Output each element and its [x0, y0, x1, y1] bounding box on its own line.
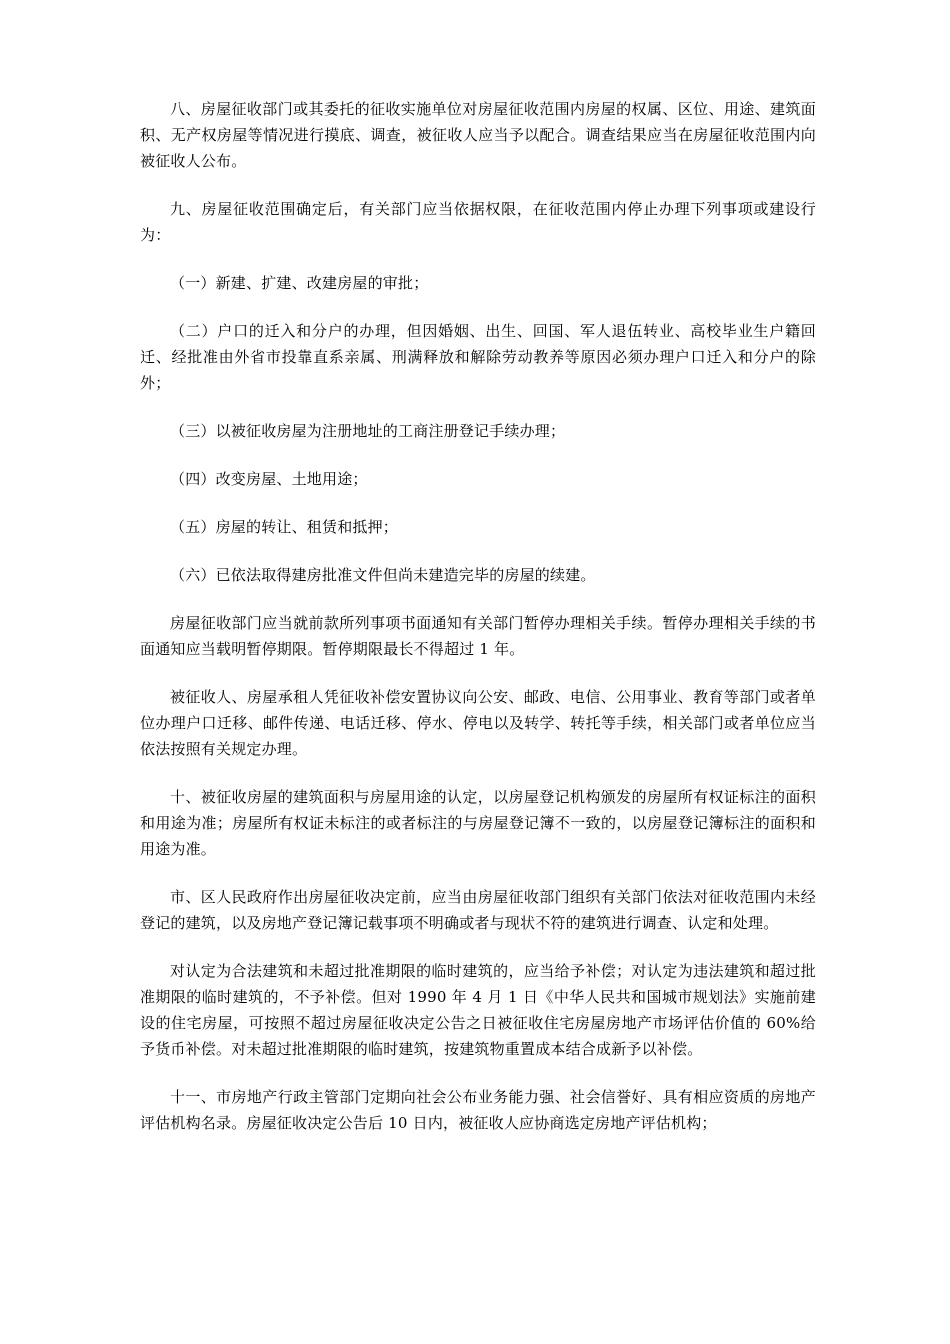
document-page: [140, 96, 816, 1158]
paragraph-article-10: 十、被征收房屋的建筑面积与房屋用途的认定，以房屋登记机构颁发的房屋所有权证标注的面积和用途为准；房屋所有权证未标注的或者标注的与房屋登记簿不一致的，以房屋登记簿标注的面积和用途为准。: [140, 788, 816, 858]
paragraph-relocation-procedures: 被征收人、房屋承租人凭征收补偿安置协议向公安、邮政、电信、公用事业、教育等部门或者单位办理户口迁移、邮件传递、电话迁移、停水、停电以及转学、转托等手续，相关部门或者单位应当依法按照有关规定办理。: [140, 688, 816, 758]
paragraph-suspension-notice: 房屋征收部门应当就前款所列事项书面通知有关部门暂停办理相关手续。暂停办理相关手续的书面通知应当载明暂停期限。暂停期限最长不得超过 1 年。: [140, 614, 816, 658]
paragraph-article-8: 八、房屋征收部门或其委托的征收实施单位对房屋征收范围内房屋的权属、区位、用途、建筑面积、无产权房屋等情况进行摸底、调查，被征收人应当予以配合。调查结果应当在房屋征收范围内向被征收人公布。: [140, 100, 816, 170]
paragraph-item-4: （四）改变房屋、土地用途；: [170, 470, 368, 488]
paragraph-item-3: （三）以被征收房屋为注册地址的工商注册登记手续办理；: [170, 422, 566, 440]
paragraph-item-5: （五）房屋的转让、租赁和抵押；: [170, 518, 399, 536]
paragraph-item-6: （六）已依法取得建房批准文件但尚未建造完毕的房屋的续建。: [170, 566, 596, 584]
paragraph-article-11: 十一、市房地产行政主管部门定期向社会公布业务能力强、社会信誉好、具有相应资质的房地产评估机构名录。房屋征收决定公告后 10 日内，被征收人应协商选定房地产评估机构；: [140, 1088, 816, 1132]
paragraph-article-9: 九、房屋征收范围确定后，有关部门应当依据权限，在征收范围内停止办理下列事项或建设行为：: [140, 200, 816, 244]
paragraph-unregistered-buildings: 市、区人民政府作出房屋征收决定前，应当由房屋征收部门组织有关部门依法对征收范围内未经登记的建筑，以及房地产登记簿记载事项不明确或者与现状不符的建筑进行调查、认定和处理。: [140, 888, 816, 932]
paragraph-item-2: （二）户口的迁入和分户的办理，但因婚姻、出生、回国、军人退伍转业、高校毕业生户籍回迁、经批准由外省市投靠直系亲属、刑满释放和解除劳动教养等原因必须办理户口迁入和分户的除外；: [140, 322, 816, 392]
paragraph-compensation-rules: 对认定为合法建筑和未超过批准期限的临时建筑的，应当给予补偿；对认定为违法建筑和超过批准期限的临时建筑的，不予补偿。但对 1990 年 4 月 1 日《中华人民共和国城市规划法》实施前建设的住宅房屋，可按照不超过房屋征收决定公告之日被征收住宅房屋房地产市场评估价值的 60%给予货币补偿。对未超过批准期限的临时建筑，按建筑物重置成本结合成新予以补偿。: [140, 962, 816, 1058]
paragraph-item-1: （一）新建、扩建、改建房屋的审批；: [170, 274, 429, 292]
